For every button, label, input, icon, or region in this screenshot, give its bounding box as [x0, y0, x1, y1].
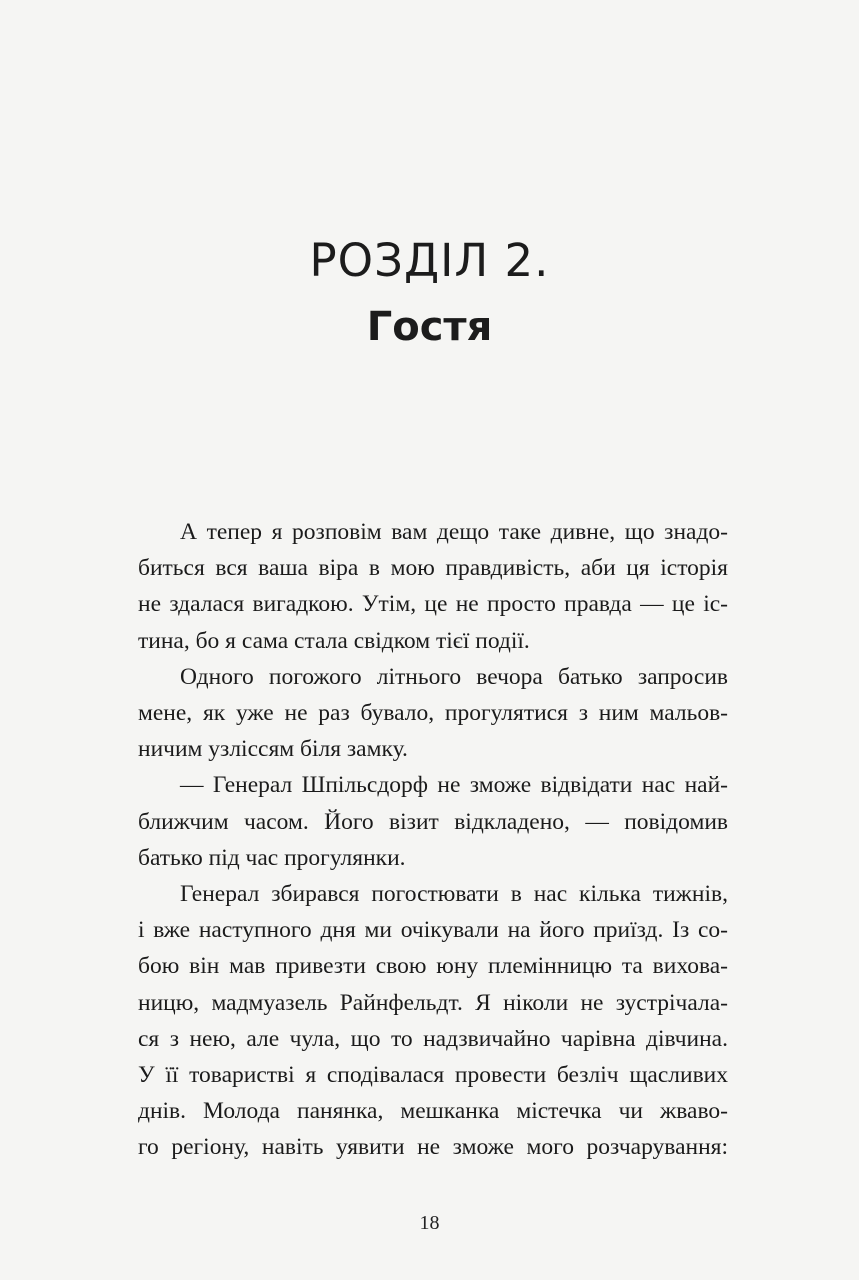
paragraph-2	[138, 659, 728, 768]
text-line: — Генерал Шпільсдорф не зможе відвідати нас най-	[180, 772, 728, 799]
text-line: ницю, мадмуазель Райнфельдт. Я ніколи не зустрічала-	[138, 989, 728, 1016]
page-number: 18	[419, 1212, 440, 1234]
body-text	[138, 514, 728, 1166]
text-line: бою він мав привезти свою юну племінницю та вихова-	[138, 953, 728, 980]
text-line: не здалася вигадкою. Утім, це не просто правда — це іс-	[138, 591, 728, 618]
text-line: ближчим часом. Його візит відкладено, — повідомив	[138, 808, 728, 835]
text-line: ничим узліссям біля замку.	[138, 736, 408, 763]
paragraph-1	[138, 514, 728, 659]
text-line: биться вся ваша віра в мою правдивість, аби ця історія	[138, 555, 728, 582]
text-line: тина, бо я сама стала свідком тієї події.	[138, 627, 530, 654]
text-line: го регіону, навіть уявити не зможе мого розчарування:	[138, 1134, 728, 1161]
chapter-heading	[0, 228, 859, 360]
text-line: У її товаристві я сподівалася провести безліч щасливих	[138, 1062, 728, 1089]
paragraph-4	[138, 876, 728, 1166]
text-line: Одного погожого літнього вечора батько запросив	[180, 663, 728, 690]
text-line: батько під час прогулянки.	[138, 844, 406, 871]
chapter-title: Гостя	[366, 304, 493, 350]
text-line: і вже наступного дня ми очікували на його приїзд. Із со-	[138, 917, 728, 944]
text-line: днів. Молода панянка, мешканка містечка чи жваво-	[138, 1098, 728, 1125]
paragraph-3	[138, 767, 728, 876]
chapter-number: РОЗДІЛ 2.	[309, 234, 550, 287]
text-line: ся з нею, але чула, що то надзвичайно чарівна дівчина.	[138, 1025, 728, 1052]
text-line: Генерал збирався погостювати в нас кілька тижнів,	[180, 881, 728, 908]
text-line: А тепер я розповім вам дещо таке дивне, що знадо-	[180, 519, 728, 545]
text-line: мене, як уже не раз бувало, прогулятися з ним мальов-	[138, 700, 728, 727]
